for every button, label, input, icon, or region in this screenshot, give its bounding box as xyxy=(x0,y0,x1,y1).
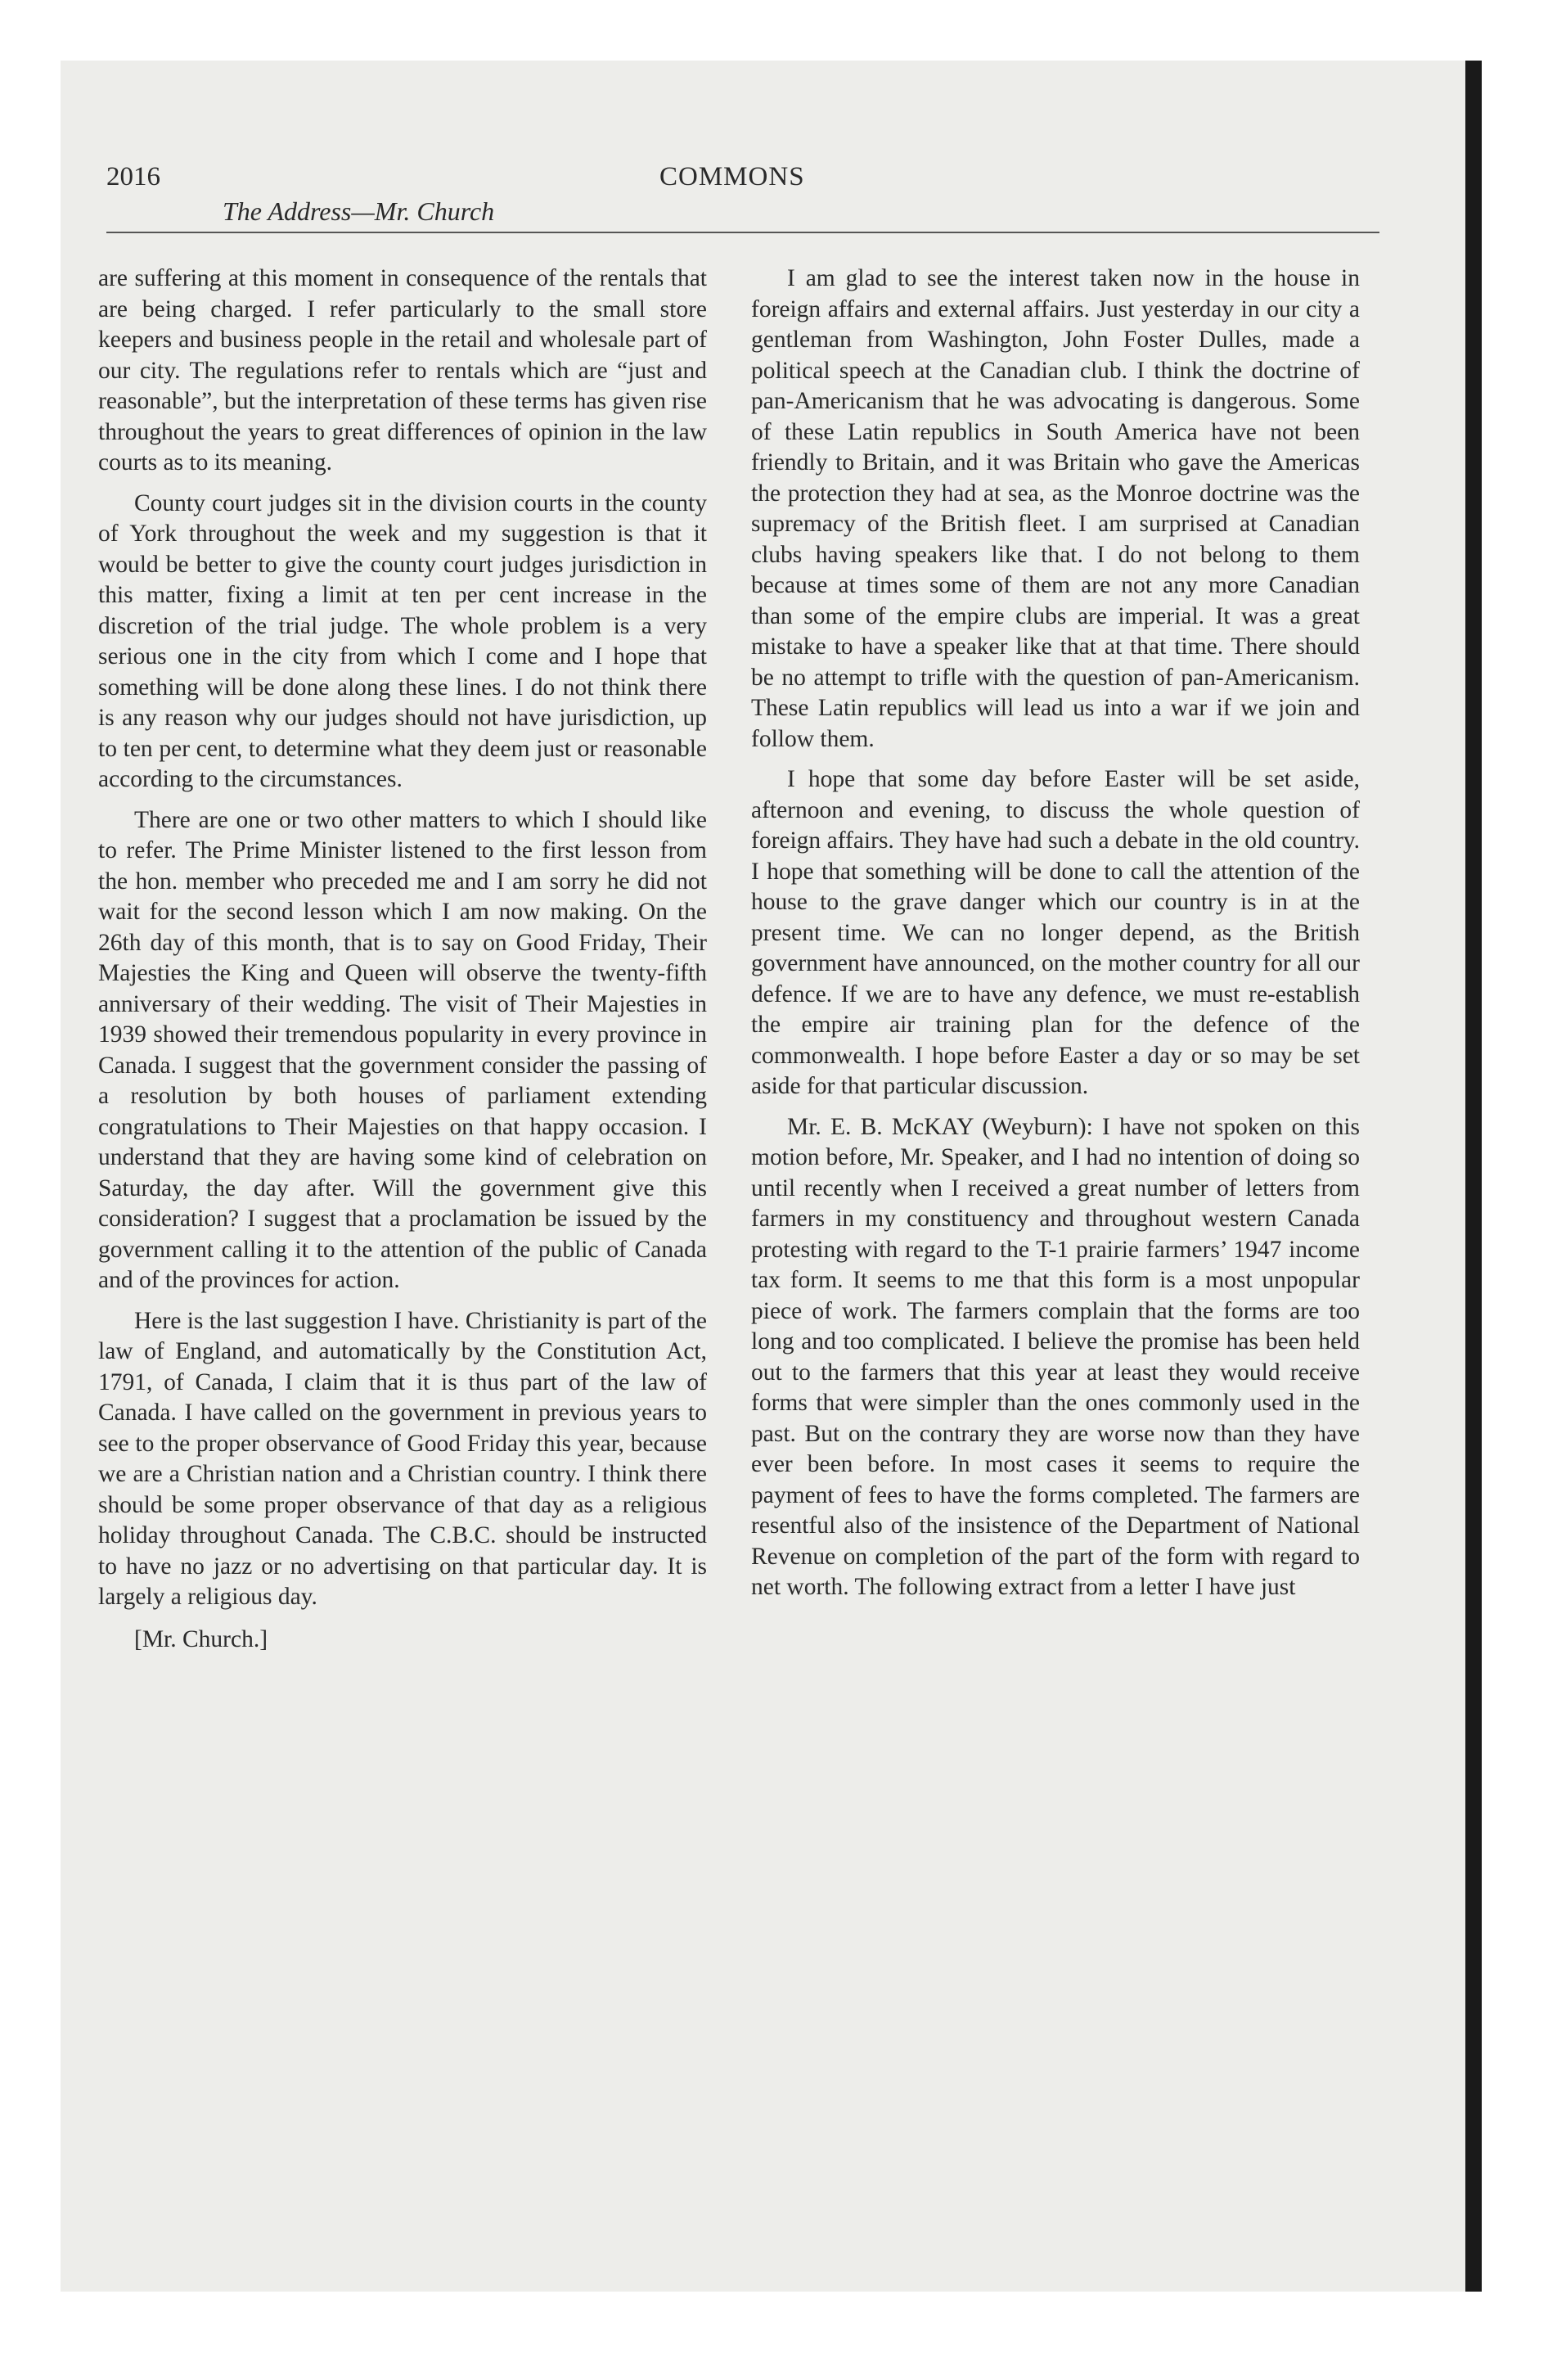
left-column xyxy=(98,264,707,1655)
page-header xyxy=(106,156,1379,229)
page-number: 2016 xyxy=(106,162,160,192)
paragraph: Here is the last suggestion I have. Christianity is part of the law of England, and automatically by the Constitution Act, 1791, of Canada, I claim that it is thus part of the law of Canada. I have called on the government in previous years to see to the proper observance of Good Friday this year, because we are a Christian nation and a Christian country. I think there should be some proper observance of that day as a religious holiday throughout Canada. The C.B.C. should be instructed to have no jazz or no advertising on that particular day. It is largely a religious day. xyxy=(98,1307,707,1610)
scan-edge-shadow xyxy=(1465,61,1482,2292)
paragraph: I hope that some day before Easter will be set aside, afternoon and evening, to discuss the whole question of foreign affairs. They have had such a debate in the old country. I hope that something will be done to call the attention of the house to the grave danger which our country is in at the present time. We can no longer depend, as the British government have announced, on the mother country for all our defence. If we are to have any defence, we must re-establish the empire air training plan for the defence of the commonwealth. I hope before Easter a day or so may be set aside for that particular discussion. xyxy=(751,766,1360,1099)
paragraph: are suffering at this moment in consequence of the rentals that are being charged. I refer particularly to the small store keepers and business people in the retail and wholesale part of our city. The regulations refer to rentals which are “just and reasonable”, but the interpretation of these terms has given rise throughout the years to great differences of opinion in the law courts as to its meaning. xyxy=(98,265,707,476)
header-rule xyxy=(106,232,1379,233)
running-subheading: The Address—Mr. Church xyxy=(223,196,495,226)
chamber-title: COMMONS xyxy=(659,162,805,192)
paragraph: I am glad to see the interest taken now in the house in foreign affairs and external affairs. Just yesterday in our city a gentleman from Washington, John Foster Dulles, made a political speech at the Canadian club. I think the doctrine of pan-Americanism that he was advocating is dangerous. Some of these Latin republics in South America have not been friendly to Britain, and it was Britain who gave the Americas the protection they had at sea, as the Monroe doctrine was the supremacy of the British fleet. I am surprised at Canadian clubs having speakers like that. I do not belong to them because at times some of them are not any more Canadian than some of the empire clubs are imperial. It was a great mistake to have a speaker like that at that time. There should be no attempt to trifle with the question of pan-Americanism. These Latin republics will lead us into a war if we join and follow them. xyxy=(751,265,1360,752)
paragraph: There are one or two other matters to which I should like to refer. The Prime Minister listened to the first lesson from the hon. member who preceded me and I am sorry he did not wait for the second lesson which I am now making. On the 26th day of this month, that is to say on Good Friday, Their Majesties the King and Queen will observe the twenty-fifth anniversary of their wedding. The visit of Their Majesties in 1939 showed their tremendous popularity in every province in Canada. I suggest that the government consider the passing of a resolution by both houses of parliament extending congratulations to Their Majesties on that happy occasion. I understand that they are having some kind of celebration on Saturday, the day after. Will the government give this consideration? I suggest that a proclamation be issued by the government calling it to the attention of the public of Canada and of the provinces for action. xyxy=(98,806,707,1293)
paragraph: Mr. E. B. McKAY (Weyburn): I have not spoken on this motion before, Mr. Speaker, and I had no intention of doing so until recently when I received a great number of letters from farmers in my constituency and throughout western Canada protesting with regard to the T-1 prairie farmers’ 1947 income tax form. It seems to me that this form is a most unpopular piece of work. The farmers complain that the forms are too long and too complicated. I believe the promise has been held out to the farmers that this year at least they would receive forms that were simpler than the ones commonly used in the past. But on the contrary they are worse now than they have ever been before. In most cases it seems to require the payment of fees to have the forms completed. The farmers are resentful also of the insistence of the Department of National Revenue on completion of the part of the form with regard to net worth. The following extract from a letter I have just xyxy=(751,1113,1360,1600)
speaker-signature: [Mr. Church.] xyxy=(134,1625,268,1652)
right-column xyxy=(751,264,1360,1613)
paragraph: County court judges sit in the division courts in the county of York throughout the week and my suggestion is that it would be better to give the county court judges jurisdiction in this matter, fixing a limit at ten per cent increase in the discretion of the trial judge. The whole problem is a very serious one in the city from which I come and I hope that something will be done along these lines. I do not think there is any reason why our judges should not have jurisdiction, up to ten per cent, to determine what they deem just or reasonable according to the circumstances. xyxy=(98,489,707,792)
